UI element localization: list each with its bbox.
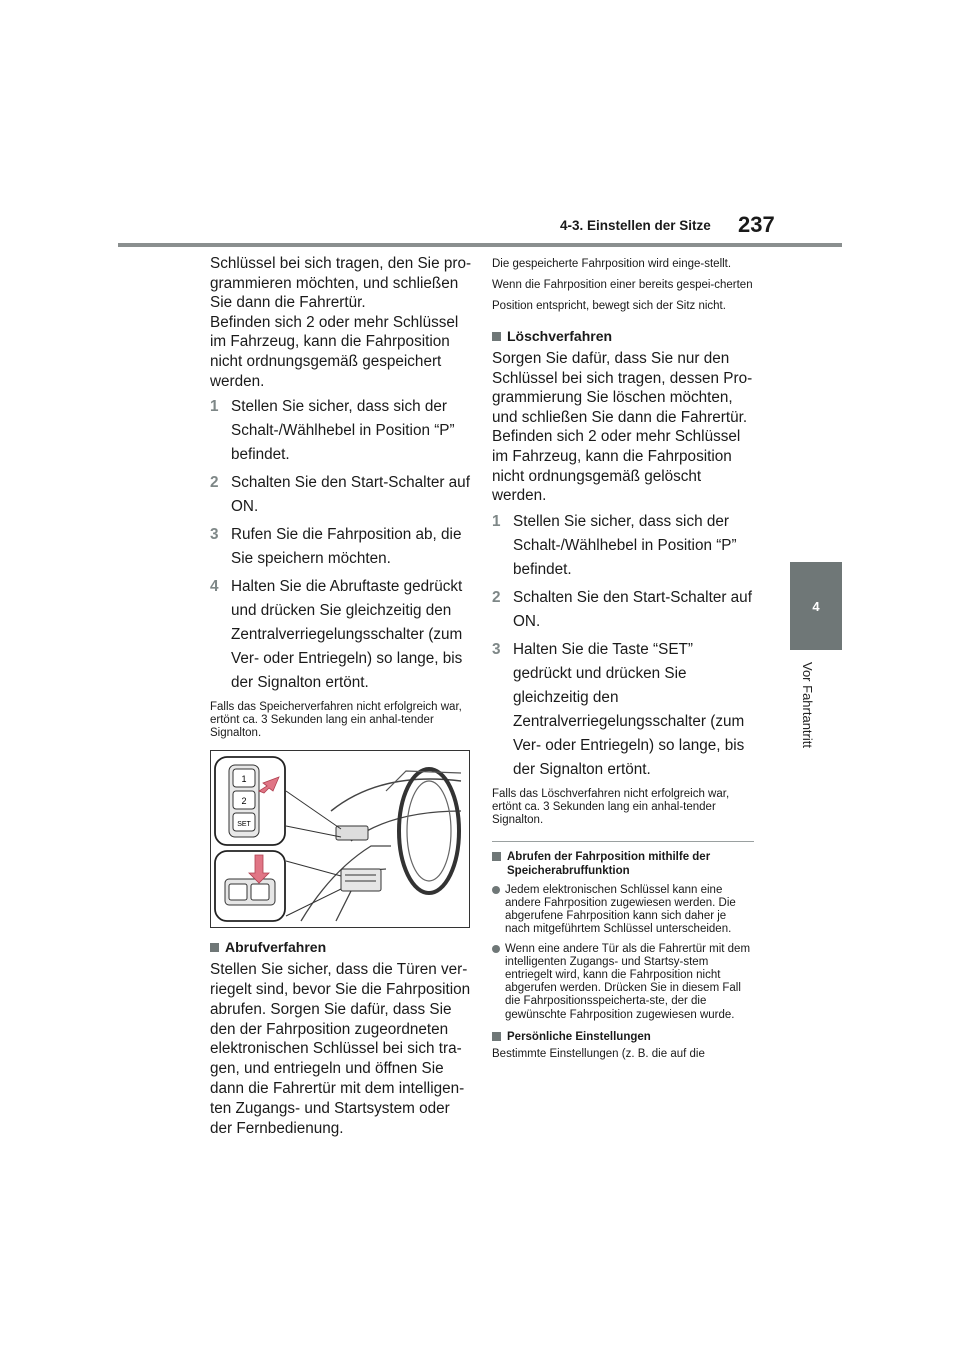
delete-paragraph: Sorgen Sie dafür, dass Sie nur den Schlüssel bei sich tragen, dessen Pro-grammierung Sie löschen möchten, und schließen Sie dann die Fahrertür. Befinden sich 2 oder mehr Schlüssel im Fahrzeug, kann die Fahrposition nicht ordnungsgemäß gelöscht werden. (492, 350, 753, 505)
step-item (492, 510, 754, 582)
personal-settings-heading (492, 1030, 754, 1044)
memory-recall-heading-text: Abrufen der Fahrposition mithilfe der Speicherabruffunktion (507, 850, 711, 877)
step-number: 4 (210, 578, 219, 596)
step-text: Schalten Sie den Start-Schalter auf ON. (231, 474, 470, 516)
personal-settings-text: Bestimmte Einstellungen (z. B. die auf die (492, 1047, 705, 1060)
step-number: 1 (210, 398, 219, 416)
memory-recall-heading (492, 850, 754, 878)
step-item (210, 523, 472, 571)
step-item (210, 471, 472, 519)
recall-heading (210, 938, 472, 956)
heading-square-icon (210, 943, 219, 952)
page-number: 237 (738, 212, 775, 237)
storage-note: Falls das Speicherverfahren nicht erfolgreich war, ertönt ca. 3 Sekunden lang ein anhal-tender Signalton. (210, 701, 462, 740)
memory-button-2-label: 2 (241, 796, 247, 807)
step-item (492, 638, 754, 782)
bullet-dot-icon (492, 886, 500, 894)
chapter-tab: 4 (790, 562, 842, 650)
heading-square-icon (492, 852, 501, 861)
recall-heading-text: Abrufverfahren (225, 939, 327, 956)
intro-paragraph-2: Befinden sich 2 oder mehr Schlüssel im Fahrzeug, kann die Fahrposition nicht ordnungsgemäß gespeichert werden. (210, 313, 459, 390)
section-title: 4-3. Einstellen der Sitze (560, 218, 711, 233)
recall-note-2: Wenn die Fahrposition einer bereits gespei-cherten Position entspricht, bewegt sich der Sitz nicht. (492, 279, 753, 312)
step-item (210, 575, 472, 695)
personal-settings-heading-text: Persönliche Einstellungen (507, 1030, 651, 1043)
chapter-label: Vor Fahrtantritt (800, 662, 815, 748)
illustration-svg (211, 751, 469, 927)
recall-note-1: Die gespeicherte Fahrposition wird einge-stellt. (492, 258, 732, 270)
step-text: Stellen Sie sicher, dass sich der Schalt-/Wählhebel in Position “P” befindet. (231, 398, 455, 464)
step-text: Schalten Sie den Start-Schalter auf ON. (513, 588, 752, 630)
step-item (210, 395, 472, 467)
step-number: 1 (492, 512, 501, 530)
step-number: 2 (492, 588, 501, 606)
intro-paragraph-1: Schlüssel bei sich tragen, den Sie pro-grammieren möchten, und schließen Sie dann die Fahrertür. (210, 255, 472, 312)
delete-note: Falls das Löschverfahren nicht erfolgreich war, ertönt ca. 3 Sekunden lang ein anhal-tender Signalton. (492, 787, 730, 826)
step-text: Rufen Sie die Fahrposition ab, die Sie speichern möchten. (231, 526, 462, 568)
step-text: Halten Sie die Taste “SET” gedrückt und drücken Sie gleichzeitig den Zentralverriegelungsschalter (zum Ver- oder Entriegeln) so lange, bis der Signalton ertönt. (513, 640, 745, 778)
delete-heading (492, 327, 754, 345)
step-number: 2 (210, 474, 219, 492)
bullet-item (492, 943, 754, 1022)
memory-button-1-label: 1 (241, 774, 247, 785)
bullet-dot-icon (492, 945, 500, 953)
heading-square-icon (492, 332, 501, 341)
step-number: 3 (210, 526, 219, 544)
bullet-item (492, 884, 754, 937)
bullet-text: Wenn eine andere Tür als die Fahrertür mit dem intelligenten Zugangs- und Startsy-stem entriegelt wird, kann die Fahrposition nicht abgerufen werden. Drücken Sie in diesem Fall die Fahrpositionsspeicherta-ste, der die gewünschte Fahrposition zugewiesen wurde. (505, 942, 751, 1021)
set-button-label: SET (237, 821, 251, 829)
recall-paragraph: Stellen Sie sicher, dass die Türen ver-riegelt sind, bevor Sie die Fahrposition abrufen. Sorgen Sie dafür, dass Sie den der Fahrposition zugeordneten elektronischen Schlüssel bei sich tra-gen, und entriegeln und öffnen Sie dann die Fahrertür mit dem intelligen-ten Zugangs- und Startsystem oder der Fernbedienung. (210, 961, 471, 1137)
step-number: 3 (492, 640, 501, 658)
door-switch-illustration (210, 750, 470, 928)
step-item (492, 586, 754, 634)
step-text: Stellen Sie sicher, dass sich der Schalt-/Wählhebel in Position “P” befindet. (513, 512, 737, 578)
bullet-text: Jedem elektronischen Schlüssel kann eine andere Fahrposition zugewiesen werden. Die abgerufene Fahrposition kann sich daher je nach mitgeführtem Schlüssel unterscheiden. (505, 883, 736, 936)
section-divider (492, 841, 754, 842)
delete-heading-text: Löschverfahren (507, 328, 613, 344)
left-column (210, 254, 472, 1138)
header-divider (118, 243, 842, 247)
right-column (492, 254, 754, 1061)
heading-square-icon (492, 1032, 501, 1041)
step-text: Halten Sie die Abruftaste gedrückt und drücken Sie gleichzeitig den Zentralverriegelungsschalter (zum Ver- oder Entriegeln) so lange, bis der Signalton ertönt. (231, 578, 463, 692)
